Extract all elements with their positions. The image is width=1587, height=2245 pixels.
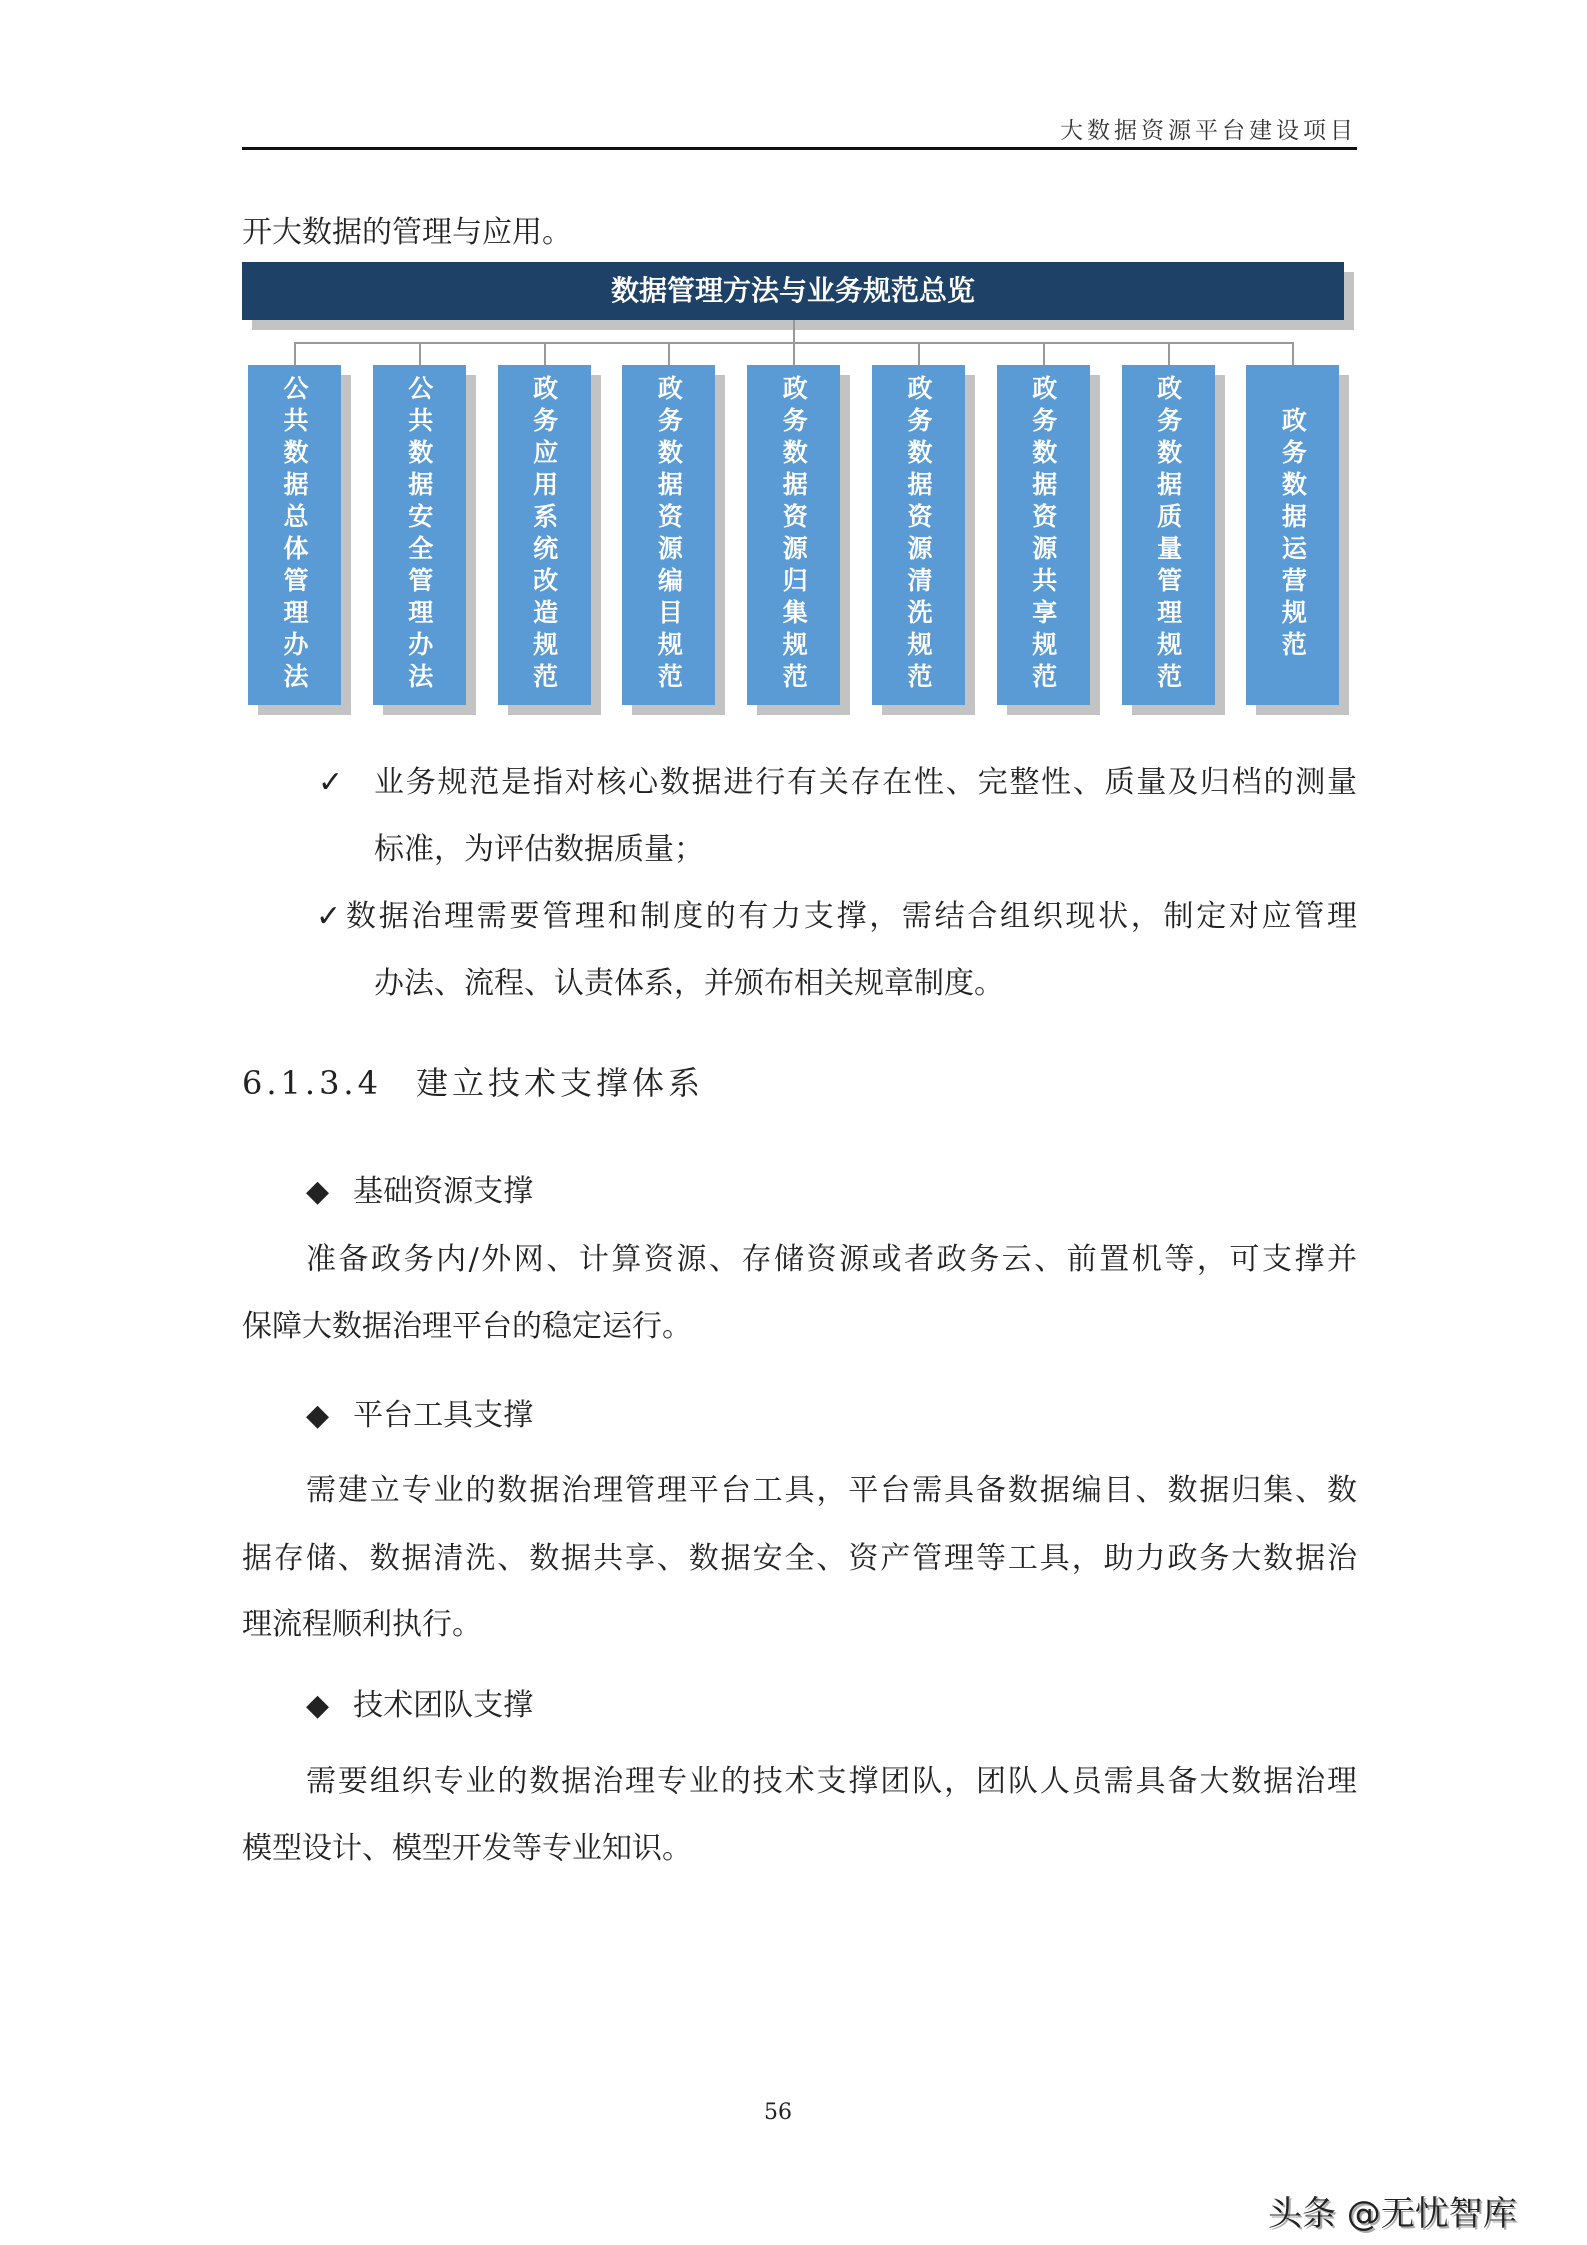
diagram-box <box>997 365 1090 705</box>
paragraph-line: 保障大数据治理平台的稳定运行。 <box>242 1309 692 1344</box>
diagram-box <box>872 365 965 705</box>
section-title: 建立技术支撑体系 <box>415 1064 704 1102</box>
check-text-line: 办法、流程、认责体系，并颁布相关规章制度。 <box>374 966 1004 1001</box>
diagram-box-label: 政务数据资源归集规范 <box>779 375 809 695</box>
check-text-line: 标准，为评估数据质量； <box>374 832 704 867</box>
paragraph-line: 需要组织专业的数据治理专业的技术支撑团队，团队人员需具备大数据治理 <box>306 1764 1357 1799</box>
diagram-box <box>1246 365 1339 705</box>
subsection-title: 平台工具支撑 <box>353 1398 534 1433</box>
intro-line: 开大数据的管理与应用。 <box>242 215 572 250</box>
paragraph-line: 准备政务内/外网、计算资源、存储资源或者政务云、前置机等，可支撑并 <box>306 1242 1357 1277</box>
running-header: 大数据资源平台建设项目 <box>1060 118 1357 144</box>
paragraph-line: 据存储、数据清洗、数据共享、数据安全、资产管理等工具，助力政务大数据治 <box>242 1541 1357 1576</box>
paragraph-line: 理流程顺利执行。 <box>242 1607 482 1642</box>
check-icon: ✓ <box>316 899 342 934</box>
connector-drop <box>668 342 670 365</box>
connector-trunk <box>793 320 795 342</box>
check-text-line: 数据治理需要管理和制度的有力支撑，需结合组织现状，制定对应管理 <box>346 899 1357 934</box>
diagram-box <box>747 365 840 705</box>
diagram-box <box>498 365 591 705</box>
diagram-box-label: 政务应用系统改造规范 <box>529 375 559 695</box>
diamond-bullet-icon: ◆ <box>306 1174 330 1209</box>
diagram-title: 数据管理方法与业务规范总览 <box>242 262 1344 320</box>
subsection-title: 技术团队支撑 <box>353 1688 534 1723</box>
paragraph-line: 模型设计、模型开发等专业知识。 <box>242 1831 692 1866</box>
diagram-box-label: 政务数据资源共享规范 <box>1028 375 1058 695</box>
subsection-title: 基础资源支撑 <box>353 1174 534 1209</box>
diagram-box-label: 公共数据安全管理办法 <box>404 375 434 695</box>
diamond-bullet-icon: ◆ <box>306 1688 330 1723</box>
watermark: 头条 @无忧智库 <box>1268 2194 1517 2234</box>
diagram-box <box>622 365 715 705</box>
check-icon: ✓ <box>318 765 344 800</box>
diagram-box <box>1122 365 1215 705</box>
page-number: 56 <box>764 2100 792 2125</box>
section-number: 6.1.3.4 <box>242 1064 382 1102</box>
connector-drop <box>1168 342 1170 365</box>
connector-drop <box>544 342 546 365</box>
connector-drop <box>1292 342 1294 365</box>
diagram-box <box>373 365 466 705</box>
connector-drop <box>918 342 920 365</box>
header-rule <box>242 147 1357 150</box>
diagram-box <box>248 365 341 705</box>
diagram-box-label: 公共数据总体管理办法 <box>280 375 309 695</box>
connector-drop <box>793 342 795 365</box>
paragraph-line: 需建立专业的数据治理管理平台工具，平台需具备数据编目、数据归集、数 <box>306 1473 1357 1508</box>
diagram-box-label: 政务数据资源清洗规范 <box>904 375 933 695</box>
diamond-bullet-icon: ◆ <box>306 1398 330 1433</box>
diagram-box-label: 政务数据质量管理规范 <box>1153 375 1183 695</box>
connector-drop <box>419 342 421 365</box>
connector-drop <box>294 342 296 365</box>
check-text-line: 业务规范是指对核心数据进行有关存在性、完整性、质量及归档的测量 <box>374 765 1357 800</box>
diagram-box-label: 政务数据资源编目规范 <box>654 375 684 695</box>
connector-drop <box>1043 342 1045 365</box>
diagram-box-label: 政务数据运营规范 <box>1278 407 1308 663</box>
section-heading <box>242 1058 704 1104</box>
